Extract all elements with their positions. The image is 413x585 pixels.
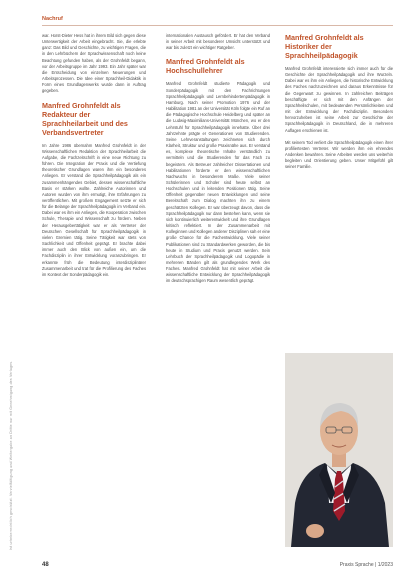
section-tag: Nachruf xyxy=(42,16,63,22)
side-margin-text: Ist urheberrechtlich geschützt. Vervielfältigung und Weitergabe an Dritte nur mit Genehmigung des Verlages. xyxy=(9,360,13,550)
page-number: 48 xyxy=(42,562,49,568)
heading-historiker: Manfred Grohnfeldt als Historiker der Sprachheilpädagogik xyxy=(285,33,364,60)
column-1-body: Im Jahre 1986 übernahm Manfred Grohnfeldt in der Wissenschaftlichen Redaktion der Sprachheilarbeit die Aufgabe, die Fachzeitschrift in eine neue Richtung zu führen. Die Integration der Praxis und die Vertiefung theoretischer Grundlagen waren ihm ein besonderes Anliegen. Er verstand die Sprachheilpädagogik als ein zusammenhängendes Gebiet, dessen wissenschaftliche Basis er stärken wollte. Zahlreiche Autorinnen und Autoren wurden von ihm ermutigt, ihre Erfahrungen zu veröffentlichen. Mit großem Engagement setzte er sich für die Belange der Sprachheilpädagogik im Verband ein. Dabei war es ihm ein Anliegen, die Kooperation zwischen Schule, Therapie und Wissenschaft zu fördern. Neben der Herausgebertätigkeit war er als Vertreter der Deutschen Gesellschaft für Sprachheilpädagogik in vielen Gremien tätig. Seine Tätigkeit war stets von Sachlichkeit und Offenheit geprägt. Er brachte dabei immer auch den Blick von außen ein, um die Fachdisziplin in ihrer Entwicklung voranzubringen. Er erkannte früh die Bedeutung interdisziplinärer Zusammenarbeit und trat für die Profilierung des Faches im Kontext der Sonderpädagogik ein. xyxy=(42,142,146,277)
portrait-illustration xyxy=(285,353,393,547)
column-1 xyxy=(42,33,146,543)
heading-hochschullehrer: Manfred Grohnfeldt als Hochschullehrer xyxy=(166,57,245,76)
column-2-intro: internationalen Austausch gefördert. Er hat den Verband in seiner Arbeit mit besonderer Umsicht unterstützt und war bis zuletzt ein wichtiger Ratgeber. xyxy=(166,33,270,51)
header-divider xyxy=(42,25,393,26)
column-3-body-2: Mit seinem Tod verliert die Sprachheilpädagogik einen ihrer profiliertesten Vertreter. Wir werden ihm ein ehrendes Andenken bewahren. Seine Arbeiten werden uns weiterhin begleiten und Orientierung geben. Unser Mitgefühl gilt seiner Familie. xyxy=(285,139,393,170)
heading-redakteur: Manfred Grohnfeldt als Redakteur der Sprachheilarbeit und des Verbandsvertreter xyxy=(42,100,128,137)
column-2-body: Manfred Grohnfeldt studierte Pädagogik und Sonderpädagogik mit den Fachrichtungen Sprachheilpädagogik und Lernbehindertenpädagogik in Hamburg. Nach seiner Promotion 1976 und der Habilitation 1981 an der Universität Köln folgte ein Ruf an die Pädagogische Hochschule Heidelberg und später an die Ludwig-Maximilians-Universität München, wo er den Lehrstuhl für Sprachheilpädagogik innehatte. Über drei Jahrzehnte prägte er Generationen von Studierenden. Seine Lehrveranstaltungen zeichneten sich durch Klarheit, Struktur und große Praxisnähe aus. Er verstand es, komplexe theoretische Inhalte verständlich zu vermitteln und die Studierenden für das Fach zu begeistern. Als Betreuer zahlreicher Dissertationen und Habilitationen förderte er den wissenschaftlichen Nachwuchs in besonderem Maße. Viele seiner Schülerinnen und Schüler sind heute selbst an Hochschulen und in leitenden Positionen tätig. Seine Offenheit gegenüber neuen Entwicklungen und seine Bereitschaft zum Dialog machten ihn zu einem geschätzten Kollegen. Er war überzeugt davon, dass die Sprachheilpädagogik nur dann bestehen kann, wenn sie sich kontinuierlich weiterentwickelt und ihre Grundlagen kritisch reflektiert. In der Zusammenarbeit mit Kolleginnen und Kollegen anderer Disziplinen sah er eine große Chance für die Fachentwicklung. Viele seiner Publikationen sind zu Standardwerken geworden, die bis heute in Studium und Praxis genutzt werden. Sein Lehrbuch der Sprachheilpädagogik und Logopädie in mehreren Bänden gilt als grundlegendes Werk des Faches. Manfred Grohnfeldt hat mit seiner Arbeit die wissenschaftliche Entwicklung der Sprachheilpädagogik im deutschsprachigen Raum wesentlich geprägt. xyxy=(166,81,270,284)
portrait-photo xyxy=(285,353,393,547)
column-1-intro: war. Horst-Dieter Hess hat in ihrem Bild sich gegen diese Unterwertigkeit der Arbeit eingebracht. Sie, die erlebte ganz: Das Bild und Geschichte, zu wichtigen Fragen, die in den Lehrbüchern der Sprachwissenschaft noch keine Beachtung gefunden haben, als der Grohnfeldt begann, vor der Arbeitsgruppe im Jahr 1993. Ein Jahr später war die Entscheidung von einzelnen Neuerungen und Arbeitsprozessen. Die Idee einer Sprachheil-Didaktik in Form eines Grundlagenwerks wurde dann in Auftrag gegeben. xyxy=(42,33,146,94)
column-3 xyxy=(285,33,393,351)
column-3-body-1: Manfred Grohnfeldt interessierte sich immer auch für die Geschichte der Sprachheilpädagogik und ihre Wurzeln. Dabei war es ihm ein Anliegen, die historische Entwicklung des Faches nachzuzeichnen und daraus Erkenntnisse für die Gegenwart zu gewinnen. In zahlreichen Beiträgen beschäftigte er sich mit den Anfängen der Sprachheilschulen, mit bedeutenden Persönlichkeiten und mit der Entwicklung der Fachdisziplin. Besonders hervorzuheben ist seine Arbeit zur Geschichte der Sprachheilpädagogik in Deutschland, die in mehreren Auflagen erschienen ist. xyxy=(285,66,393,133)
column-2 xyxy=(166,33,270,543)
journal-footer: Praxis Sprache | 1/2023 xyxy=(339,562,393,568)
